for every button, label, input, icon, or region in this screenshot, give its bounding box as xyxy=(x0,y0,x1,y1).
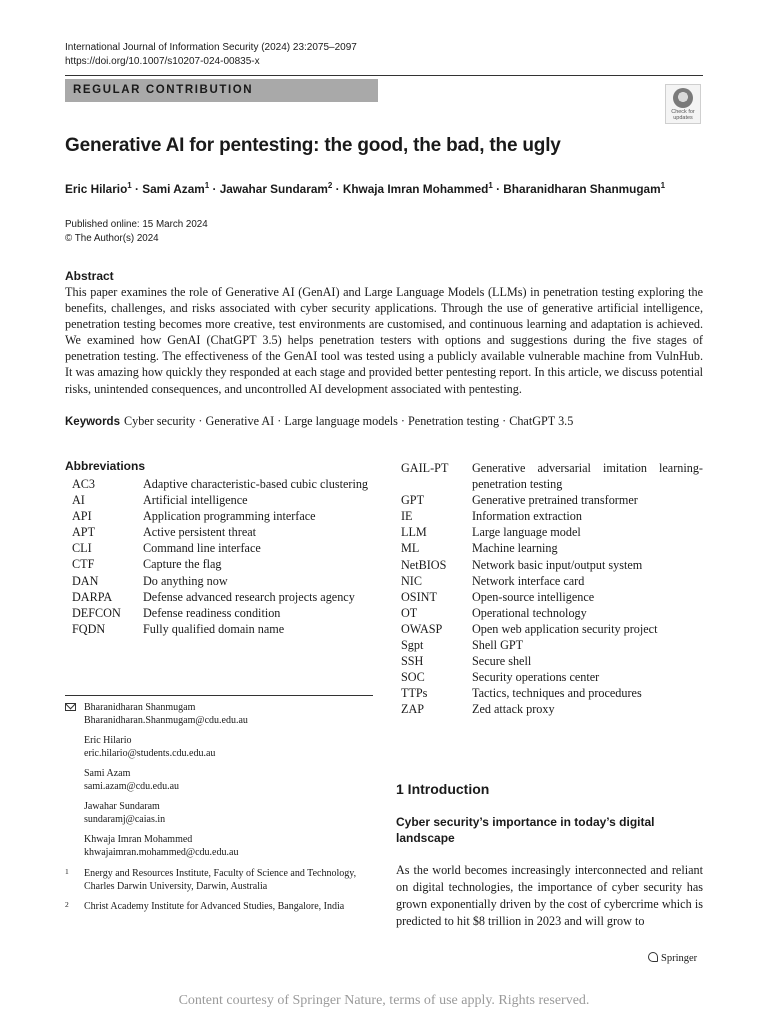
affiliation-number: 2 xyxy=(65,900,69,909)
abbreviation-row xyxy=(401,524,703,540)
abbreviation-definition: Generative pretrained transformer xyxy=(472,493,638,508)
abbreviation-definition: Fully qualified domain name xyxy=(143,621,285,636)
contact-entry xyxy=(65,767,373,793)
springer-horse-icon xyxy=(648,952,658,962)
journal-citation: International Journal of Information Security (2024) 23:2075–2097 xyxy=(65,42,357,53)
abstract-text: This paper examines the role of Generative AI (GenAI) and Large Language Models (LLMs) in penetration testing exploring the benefits, challenges, and risks associated with cyber security applications. Through the use of generative artificial intelligence, penetration testing becomes more creative, test environments are customised, and continuous learning and adaptation is achieved. We examined how GenAI (ChatGPT 3.5) helps penetration testers with options and suggestions during the five stages of penetration testing. The effectiveness of the GenAI tool was tested using a publicly available vulnerable machine from VulnHub. It was amazing how quickly they responded at each stage and provided better pentesting report. In this article, we discuss potential risks, unintended consequences, and uncontrolled AI development associated with pentesting. xyxy=(65,285,703,396)
affiliation-text: Energy and Resources Institute, Faculty of Science and Technology, Charles Darwin University, Darwin, Australia xyxy=(84,868,357,892)
contact-name: Sami Azam xyxy=(84,768,131,779)
abbreviation-term: Sgpt xyxy=(401,638,424,653)
contact-email[interactable]: sami.azam@cdu.edu.au xyxy=(84,781,180,792)
abbreviation-row xyxy=(401,637,703,653)
abbreviation-row xyxy=(401,669,703,685)
contact-email[interactable]: khwajaimran.mohammed@cdu.edu.au xyxy=(84,847,239,858)
abstract-heading: Abstract xyxy=(65,269,114,283)
abbreviation-definition: Network interface card xyxy=(472,573,585,588)
abbreviation-row xyxy=(72,508,373,524)
contact-entry xyxy=(65,833,373,859)
abbreviation-definition: Shell GPT xyxy=(472,638,524,653)
abbreviation-row xyxy=(401,605,703,621)
abbreviations-column-left xyxy=(72,476,373,637)
abbreviation-term: NetBIOS xyxy=(401,557,447,572)
keywords-list: Cyber security · Generative AI · Large language models · Penetration testing · ChatGPT 3.5 xyxy=(123,414,574,428)
author-affiliation-marker: 1 xyxy=(127,181,132,190)
copyright-notice: © The Author(s) 2024 xyxy=(65,233,159,244)
abbreviation-term: DARPA xyxy=(72,589,113,604)
contact-email[interactable]: sundaramj@caias.in xyxy=(84,814,166,825)
author-contacts xyxy=(65,701,373,866)
abbreviation-row xyxy=(72,492,373,508)
abbreviation-term: SOC xyxy=(401,670,425,685)
abbreviation-definition: Defense advanced research projects agency xyxy=(143,589,355,604)
abbreviation-definition: Open web application security project xyxy=(472,621,658,636)
abbreviation-term: ML xyxy=(401,541,420,556)
abbreviation-row xyxy=(401,573,703,589)
abbreviation-row xyxy=(401,685,703,701)
abbreviation-term: IE xyxy=(401,509,413,524)
abbreviation-definition: Active persistent threat xyxy=(143,525,257,540)
abbreviation-definition: Generative adversarial imitation learning-penetration testing xyxy=(472,461,703,492)
author-name[interactable]: Jawahar Sundaram xyxy=(219,181,328,196)
abbreviations-heading: Abbreviations xyxy=(65,459,146,473)
abbreviation-row xyxy=(401,540,703,556)
affiliation-entry xyxy=(65,867,373,893)
abbreviation-definition: Security operations center xyxy=(472,670,600,685)
abbreviation-row xyxy=(401,653,703,669)
affiliations xyxy=(65,867,373,920)
abbreviation-definition: Zed attack proxy xyxy=(472,702,555,717)
abbreviation-definition: Secure shell xyxy=(472,654,532,669)
abbreviation-term: SSH xyxy=(401,654,424,669)
abbreviation-term: OWASP xyxy=(401,621,443,636)
abbreviation-row xyxy=(401,492,703,508)
abbreviation-definition: Application programming interface xyxy=(143,509,316,524)
abbreviation-term: DAN xyxy=(72,573,99,588)
introduction-text: As the world becomes increasingly interconnected and reliant on digital technologies, the importance of cyber security has grown exponentially driven by the cost of cybercrime which is predicted to hit $8 trillion in 2023 and will grow to xyxy=(396,863,703,928)
affiliation-text: Christ Academy Institute for Advanced Studies, Bangalore, India xyxy=(84,901,345,912)
publisher-name: Springer xyxy=(661,953,698,964)
envelope-icon xyxy=(65,703,76,711)
publisher-logo xyxy=(648,952,697,966)
abbreviation-definition: Command line interface xyxy=(143,541,261,556)
author-affiliation-marker: 1 xyxy=(660,181,666,190)
abbreviation-definition: Operational technology xyxy=(472,605,587,620)
abbreviations-column-right xyxy=(401,460,703,718)
subsection-heading: Cyber security’s importance in today’s digital landscape xyxy=(396,815,655,845)
author-name[interactable]: Eric Hilario xyxy=(65,181,128,196)
keywords-line xyxy=(65,413,573,430)
abbreviation-term: LLM xyxy=(401,525,427,540)
published-date: Published online: 15 March 2024 xyxy=(65,219,208,230)
abbreviation-definition: Artificial intelligence xyxy=(143,493,248,508)
abbreviation-definition: Open-source intelligence xyxy=(472,589,595,604)
contact-entry xyxy=(65,734,373,760)
abbreviation-definition: Adaptive characteristic-based cubic clustering xyxy=(143,477,369,491)
abbreviation-term: FQDN xyxy=(72,621,106,636)
author-name[interactable]: Sami Azam xyxy=(142,181,205,196)
abbreviation-definition: Tactics, techniques and procedures xyxy=(472,686,642,701)
abbreviation-row xyxy=(72,589,373,605)
contact-email[interactable]: eric.hilario@students.cdu.edu.au xyxy=(84,748,216,759)
abbreviation-row xyxy=(401,508,703,524)
author-name[interactable]: Khwaja Imran Mohammed xyxy=(342,181,489,196)
paper-title: Generative AI for pentesting: the good, the bad, the ugly xyxy=(65,135,561,156)
check-updates-icon xyxy=(673,88,693,108)
contact-name: Bharanidharan Shanmugam xyxy=(84,702,196,713)
abbreviation-term: AI xyxy=(72,493,85,508)
author-name[interactable]: Bharanidharan Shanmugam xyxy=(503,181,661,196)
contact-name: Eric Hilario xyxy=(84,735,132,746)
abbreviation-term: APT xyxy=(72,525,96,540)
abbreviation-row xyxy=(401,460,703,492)
contact-email[interactable]: Bharanidharan.Shanmugam@cdu.edu.au xyxy=(84,715,248,726)
abbreviation-row xyxy=(72,524,373,540)
abbreviation-term: AC3 xyxy=(72,477,96,491)
contact-entry xyxy=(65,800,373,826)
affiliation-entry xyxy=(65,900,373,913)
abbreviation-row xyxy=(72,573,373,589)
author-list: Eric Hilario$^1$ · Sami Azam$^1$ · Jawahar Sundaram$^2$ · Khwaja Imran Mohammed$^1$ · Bharanidharan Shanmugam$^1$ xyxy=(65,181,666,196)
abbreviation-term: API xyxy=(72,509,92,524)
abbreviation-row xyxy=(401,557,703,573)
abbreviation-term: GPT xyxy=(401,493,425,508)
check-for-updates-button[interactable] xyxy=(665,84,701,124)
affiliation-number: 1 xyxy=(65,867,69,876)
abbreviation-term: CTF xyxy=(72,557,95,572)
abbreviation-term: ZAP xyxy=(401,702,425,717)
abbreviation-row xyxy=(401,701,703,717)
abbreviation-row xyxy=(72,476,373,492)
abbreviation-row xyxy=(72,556,373,572)
abbreviation-row xyxy=(72,621,373,637)
author-affiliation-marker: 1 xyxy=(204,181,210,190)
keywords-label: Keywords xyxy=(65,416,120,428)
abbreviation-row xyxy=(72,605,373,621)
abbreviation-definition: Machine learning xyxy=(472,541,558,556)
abbreviation-term: OT xyxy=(401,605,418,620)
abbreviation-term: NIC xyxy=(401,573,422,588)
introduction-heading: 1 Introduction xyxy=(396,781,490,797)
contact-entry xyxy=(65,701,373,727)
footnote-divider xyxy=(65,695,373,696)
contact-name: Jawahar Sundaram xyxy=(84,801,160,812)
contact-name: Khwaja Imran Mohammed xyxy=(84,834,193,845)
abbreviation-term: CLI xyxy=(72,541,92,556)
abbreviation-definition: Large language model xyxy=(472,525,581,540)
abbreviation-definition: Do anything now xyxy=(143,573,228,588)
abbreviation-row xyxy=(401,621,703,637)
abbreviation-row xyxy=(72,540,373,556)
abbreviation-row xyxy=(401,589,703,605)
doi-link[interactable]: https://doi.org/10.1007/s10207-024-00835-x xyxy=(65,56,260,67)
abbreviation-definition: Network basic input/output system xyxy=(472,557,643,572)
check-updates-label: Check for updates xyxy=(671,109,695,121)
abbreviation-term: OSINT xyxy=(401,589,437,604)
contribution-type-banner: REGULAR CONTRIBUTION xyxy=(65,79,378,102)
author-affiliation-marker: 2 xyxy=(327,181,333,190)
abbreviation-definition: Defense readiness condition xyxy=(143,605,281,620)
abbreviation-definition: Information extraction xyxy=(472,509,582,524)
abbreviation-definition: Capture the flag xyxy=(143,557,222,572)
abbreviation-term: TTPs xyxy=(401,686,428,701)
header-divider xyxy=(65,75,703,76)
author-affiliation-marker: 1 xyxy=(488,181,493,190)
courtesy-notice: Content courtesy of Springer Nature, terms of use apply. Rights reserved. xyxy=(178,993,590,1008)
abbreviation-term: DEFCON xyxy=(72,605,121,620)
abbreviation-term: GAIL-PT xyxy=(401,461,449,475)
